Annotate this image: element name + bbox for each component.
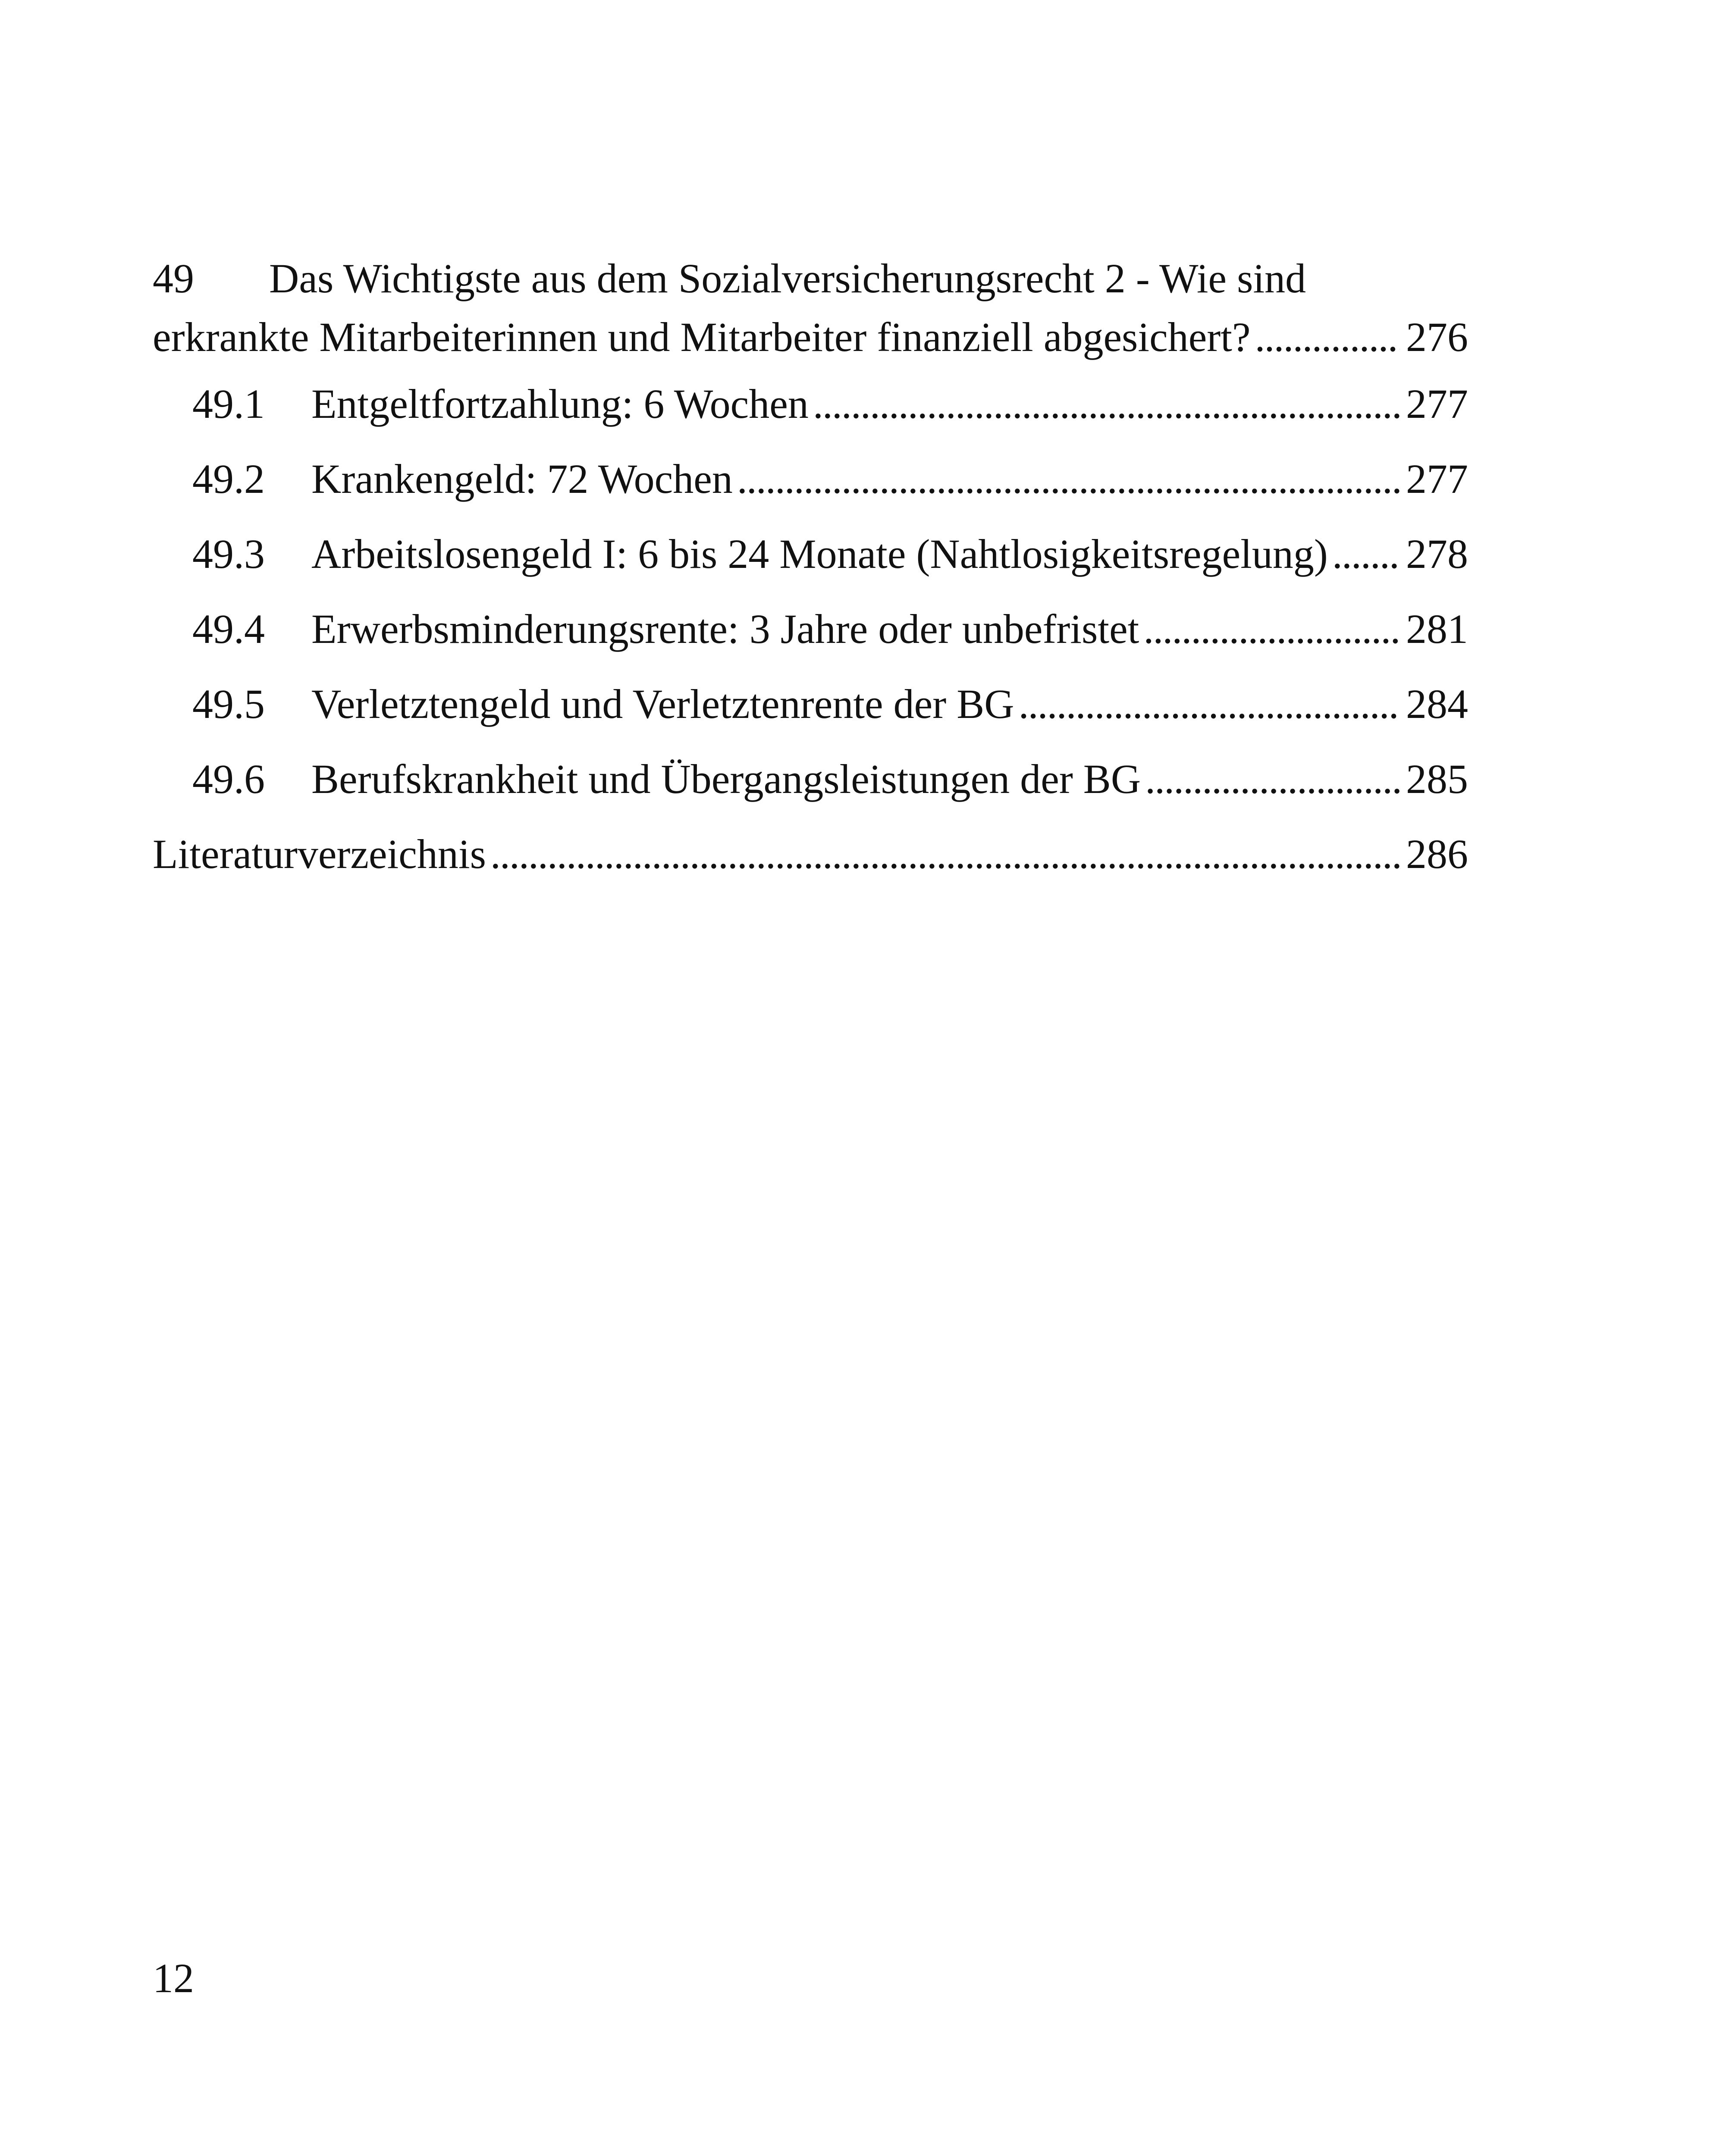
toc-chapter-entry[interactable] (153, 249, 1468, 367)
section-number: 49.1 (192, 381, 265, 427)
section-number: 49.6 (192, 756, 265, 802)
section-page-number: 281 (1406, 606, 1468, 652)
chapter-heading-line (153, 249, 1468, 308)
section-title: Arbeitslosengeld I: 6 bis 24 Monate (Nahtlosigkeitsregelung) (311, 531, 1328, 577)
section-title: Erwerbsminderungsrente: 3 Jahre oder unbefristet (311, 606, 1139, 652)
section-title: Verletztengeld und Verletztenrente der BG (311, 681, 1014, 727)
chapter-title-line1: Das Wichtigste aus dem Sozialversicherungsrecht 2 - Wie sind (269, 255, 1306, 301)
toc-section-entry[interactable] (153, 442, 1468, 517)
dot-leader (1143, 592, 1400, 667)
chapter-number: 49 (153, 255, 194, 301)
table-of-contents (153, 249, 1468, 892)
section-number: 49.2 (192, 456, 265, 502)
bibliography-title: Literaturverzeichnis (153, 831, 486, 877)
dot-leader (1255, 308, 1400, 367)
section-number: 49.5 (192, 681, 265, 727)
section-page-number: 277 (1406, 381, 1468, 427)
toc-section-entry[interactable] (153, 367, 1468, 442)
section-number: 49.3 (192, 531, 265, 577)
dot-leader (1145, 742, 1400, 817)
dot-leader (737, 442, 1400, 517)
section-page-number: 285 (1406, 756, 1468, 802)
chapter-page-number: 276 (1406, 314, 1468, 360)
section-number: 49.4 (192, 606, 265, 652)
page-number: 12 (153, 1955, 194, 2001)
toc-section-entry[interactable] (153, 742, 1468, 817)
toc-section-entry[interactable] (153, 667, 1468, 742)
dot-leader (813, 367, 1400, 442)
dot-leader (1019, 667, 1400, 742)
section-title: Berufskrankheit und Übergangsleistungen der BG (311, 756, 1141, 802)
toc-section-entry[interactable] (153, 517, 1468, 592)
bibliography-page-number: 286 (1406, 831, 1468, 877)
section-title: Entgeltfortzahlung: 6 Wochen (311, 381, 809, 427)
chapter-title-line2: erkrankte Mitarbeiterinnen und Mitarbeiter finanziell abgesichert? (153, 314, 1251, 360)
section-title: Krankengeld: 72 Wochen (311, 456, 733, 502)
toc-bibliography-entry[interactable] (153, 817, 1468, 892)
section-page-number: 277 (1406, 456, 1468, 502)
section-page-number: 278 (1406, 531, 1468, 577)
dot-leader (1332, 517, 1400, 592)
toc-section-entry[interactable] (153, 592, 1468, 667)
section-page-number: 284 (1406, 681, 1468, 727)
dot-leader (490, 817, 1400, 892)
chapter-title-continuation (153, 308, 1468, 367)
